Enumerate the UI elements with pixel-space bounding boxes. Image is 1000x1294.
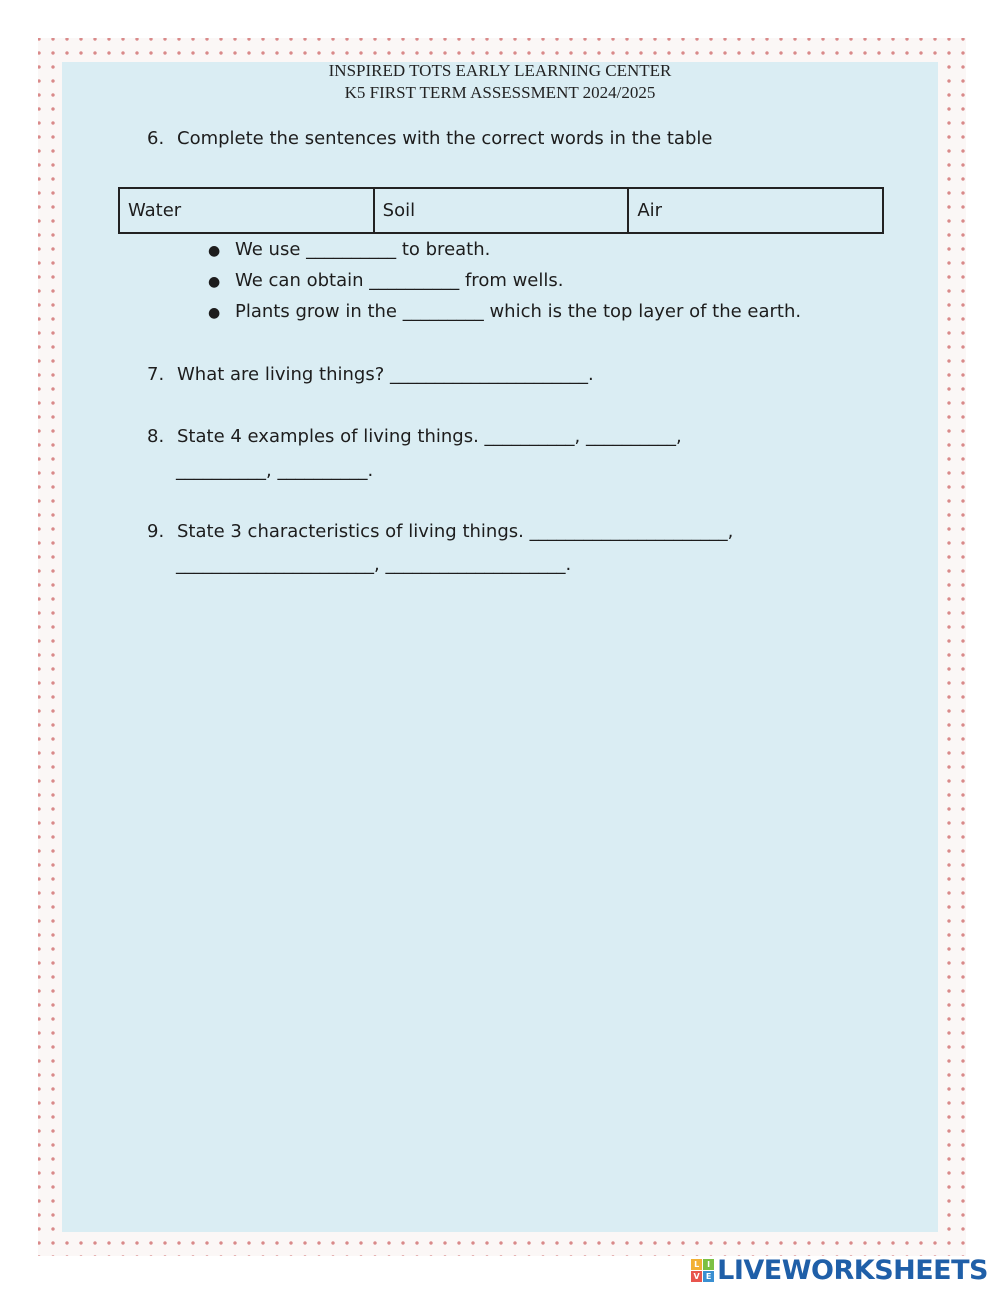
question-8-continuation[interactable]: __________, __________.	[176, 460, 374, 481]
worksheet-header	[62, 60, 938, 104]
logo-block: E	[703, 1271, 714, 1282]
question-text: State 4 examples of living things. __________, __________,	[177, 426, 682, 447]
word-bank-table	[118, 187, 884, 234]
question-8[interactable]	[147, 426, 682, 447]
school-name: INSPIRED TOTS EARLY LEARNING CENTER	[328, 61, 672, 80]
logo-block: I	[703, 1259, 714, 1270]
question-number: 9.	[147, 521, 165, 542]
logo-block: V	[691, 1271, 702, 1282]
logo-block: L	[691, 1259, 702, 1270]
question-6	[147, 128, 712, 149]
logo-blocks-icon	[691, 1259, 714, 1282]
question-text: State 3 characteristics of living things. ______________________,	[177, 521, 734, 542]
list-item[interactable]: ● Plants grow in the _________ which is the top layer of the earth.	[208, 298, 801, 329]
brand-name: LIVEWORKSHEETS	[717, 1254, 988, 1286]
question-number: 7.	[147, 364, 165, 385]
question-text: What are living things? ______________________.	[177, 364, 594, 385]
bullet-icon: ●	[208, 274, 221, 290]
word-cell: Water	[119, 188, 374, 233]
liveworksheets-logo	[691, 1254, 988, 1286]
list-item[interactable]: ● We use __________ to breath.	[208, 236, 801, 267]
bullet-icon: ●	[208, 305, 221, 321]
word-cell: Soil	[374, 188, 629, 233]
word-cell: Air	[628, 188, 883, 233]
question-number: 6.	[147, 128, 165, 149]
question-text: Complete the sentences with the correct words in the table	[177, 128, 713, 149]
assessment-title: K5 FIRST TERM ASSESSMENT 2024/2025	[344, 83, 656, 102]
question-number: 8.	[147, 426, 165, 447]
question-9-continuation[interactable]: ______________________, ____________________.	[176, 554, 572, 575]
question-9[interactable]	[147, 521, 733, 542]
list-item[interactable]: ● We can obtain __________ from wells.	[208, 267, 801, 298]
question-7[interactable]	[147, 364, 594, 385]
bullet-icon: ●	[208, 243, 221, 259]
fill-in-list	[208, 236, 801, 329]
